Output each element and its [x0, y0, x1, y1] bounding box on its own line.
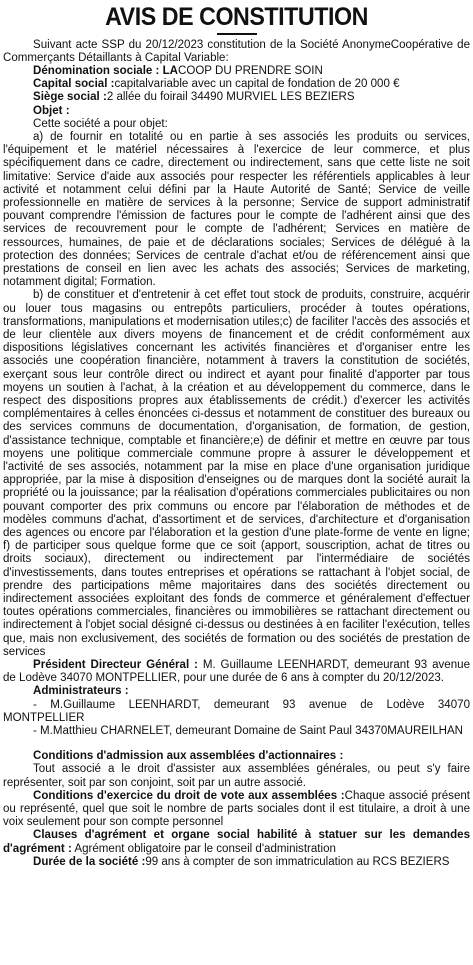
duree-paragraph: [3, 856, 470, 869]
title-underline: [217, 33, 257, 35]
siege-label: Siège social :: [33, 91, 107, 104]
objet-heading: [3, 105, 470, 118]
siege-value: 2 allée du foirail 34490 MURVIEL LES BEZIERS: [106, 91, 355, 104]
agrement-paragraph: [3, 829, 470, 855]
spacer: [3, 738, 470, 750]
admission-heading: [3, 750, 470, 763]
president-paragraph: [3, 659, 470, 685]
vote-label: Conditions d'exercice du droit de vote aux assemblées :: [33, 789, 345, 802]
notice-title: AVIS DE CONSTITUTION: [105, 3, 368, 31]
president-label: Président Directeur Général :: [33, 659, 198, 672]
agrement-label: Clauses d'agrément et organe social habilité à statuer sur les demandes d'agrément :: [3, 829, 470, 855]
admin-item-1: - M.Guillaume LEENHARDT, demeurant 93 avenue de Lodève 34070 MONTPELLIER: [3, 698, 470, 724]
denomination-label: Dénomination sociale : LA: [33, 64, 178, 77]
objet-b-paragraph: b) de constituer et d'entretenir à cet effet tout stock de produits, construire, acquérir ou louer tous magasins ou entrepôts particuliers, procéder à toutes opérations, transformations, manipulations et modernisation utiles;c) de faciliter l'accès des associés et de leur clientèle aux divers moyens de financement et de crédit conformément aux dispositions législatives concernant les activités financières et d'organiser entre les associés une coopération financière, notamment à travers la constitution de sociétés, exerçant sous leur contrôle direct ou indirect et ayant pour finalité d'apporter par tous moyens un soutien à l'achat, à la création et au développement du commerce, dans le respect des dispositions propres aux établissements de crédit.) d'exercer les activités complémentaires à celles énoncées ci-dessus et notamment de constituer des bureaux ou des services communs de documentation, d'organisation, de formation, de gestion, d'assistance technique, comptable et financière;e) de définir et mettre en œuvre par tous moyens une politique commerciale commune propre à assurer le développement et l'activité de ses associés, notamment par la mise en place d'une organisation juridique appropriée, par la mise à disposition d'enseignes ou de marques dont la société aurait la propriété ou la jouissance; par la réalisation d'opérations commerciales publicitaires ou non pouvant comporter des prix communs ou encore par l'élaboration de méthodes et de modèles communs d'achat, d'assortiment et de services, d'architecture et d'organisation des agences ou encore par l'élaboration et la gestion d'une plate-forme de vente en ligne; f) de participer sous quelque forme que ce soit (apport, souscription, achat de titres ou droits sociaux), directement ou indirectement par l'intermédiaire de sociétés d'investissements, dans toutes entreprises et opérations se rattachant à l'objet social, de prendre des participations même majoritaires dans des sociétés directement ou indirectement associées exploitant des fonds de commerce et généralement d'effectuer toutes opérations commerciales, financières ou immobilières se rattachant directement ou indirectement à l'objet social désigné ci-dessus ou destinées à en faciliter l'exécution, telles que, mais non exclusivement, des sociétés de formation ou des sociétés de prestation de services: [3, 289, 470, 658]
denomination-line: [3, 65, 470, 78]
administrateurs-heading: [3, 685, 470, 698]
admin-item-2: - M.Matthieu CHARNELET, demeurant Domaine de Saint Paul 34370MAUREILHAN: [33, 725, 463, 738]
capital-line: [3, 78, 470, 91]
objet-label: Objet :: [33, 104, 70, 117]
siege-line: [3, 91, 470, 104]
agrement-value: Agrément obligatoire par le conseil d'administration: [71, 842, 336, 855]
admission-label: Conditions d'admission aux assemblées d'actionnaires :: [33, 750, 344, 763]
objet-intro: Cette société a pour objet:: [33, 117, 168, 130]
duree-value: 99 ans à compter de son immatriculation au RCS BEZIERS: [145, 855, 450, 868]
intro-paragraph: Suivant acte SSP du 20/12/2023 constitution de la Société AnonymeCoopérative de Commerçants Détaillants à Capital Variable:: [3, 38, 470, 64]
capital-value: capitalvariable avec un capital de fondation de 20 000 €: [114, 78, 400, 91]
vote-paragraph: [3, 790, 470, 830]
admission-paragraph: Tout associé a le droit d'assister aux assemblées générales, ou peut s'y faire représenter, soit par son conjoint, soit par un autre associé.: [3, 763, 470, 789]
objet-a-paragraph: a) de fournir en totalité ou en partie à ses associés les produits ou services, l'équipement et le matériel nécessaires à l'exercice de leur commerce, et plus spécifiquement dans ce cadre, directement ou indirectement, sans que cette liste ne soit limitative: Service d'aide aux associés pour respecter les référentiels applicables à leur activité et notamment celui défini par la Haute Autorité de Santé; Service de veille professionnelle en matière de services à la personne; Service de support administratif pouvant comprendre l'émission de factures pour le compte de l'adhérent ainsi que des services de recouvrement pour le compte de l'adhérent; Services en matière de ressources, humaines, de paie et de déclarations sociales; Services de délégué à la protection des données; Services de centrale d'achat et/ou de référencement ainsi que prestations de conseil en lien avec les achats des associés; Services de marketing, notamment digital; Formation.: [3, 130, 470, 289]
capital-label: Capital social :: [33, 78, 115, 91]
denomination-value: COOP DU PRENDRE SOIN: [178, 64, 323, 77]
president-value: M. Guillaume LEENHARDT, demeurant 93 avenue de Lodève 34070 MONTPELLIER, pour une durée de 6 ans à compter du 20/12/2023.: [3, 659, 470, 685]
duree-label: Durée de la société :: [33, 855, 146, 868]
administrateurs-label: Administrateurs :: [33, 685, 129, 698]
vote-value: Chaque associé présent ou représenté, quel que soit le nombre de parts sociales dont il est titulaire, a droit à une voix seulement pour son compte personnel: [3, 789, 471, 829]
